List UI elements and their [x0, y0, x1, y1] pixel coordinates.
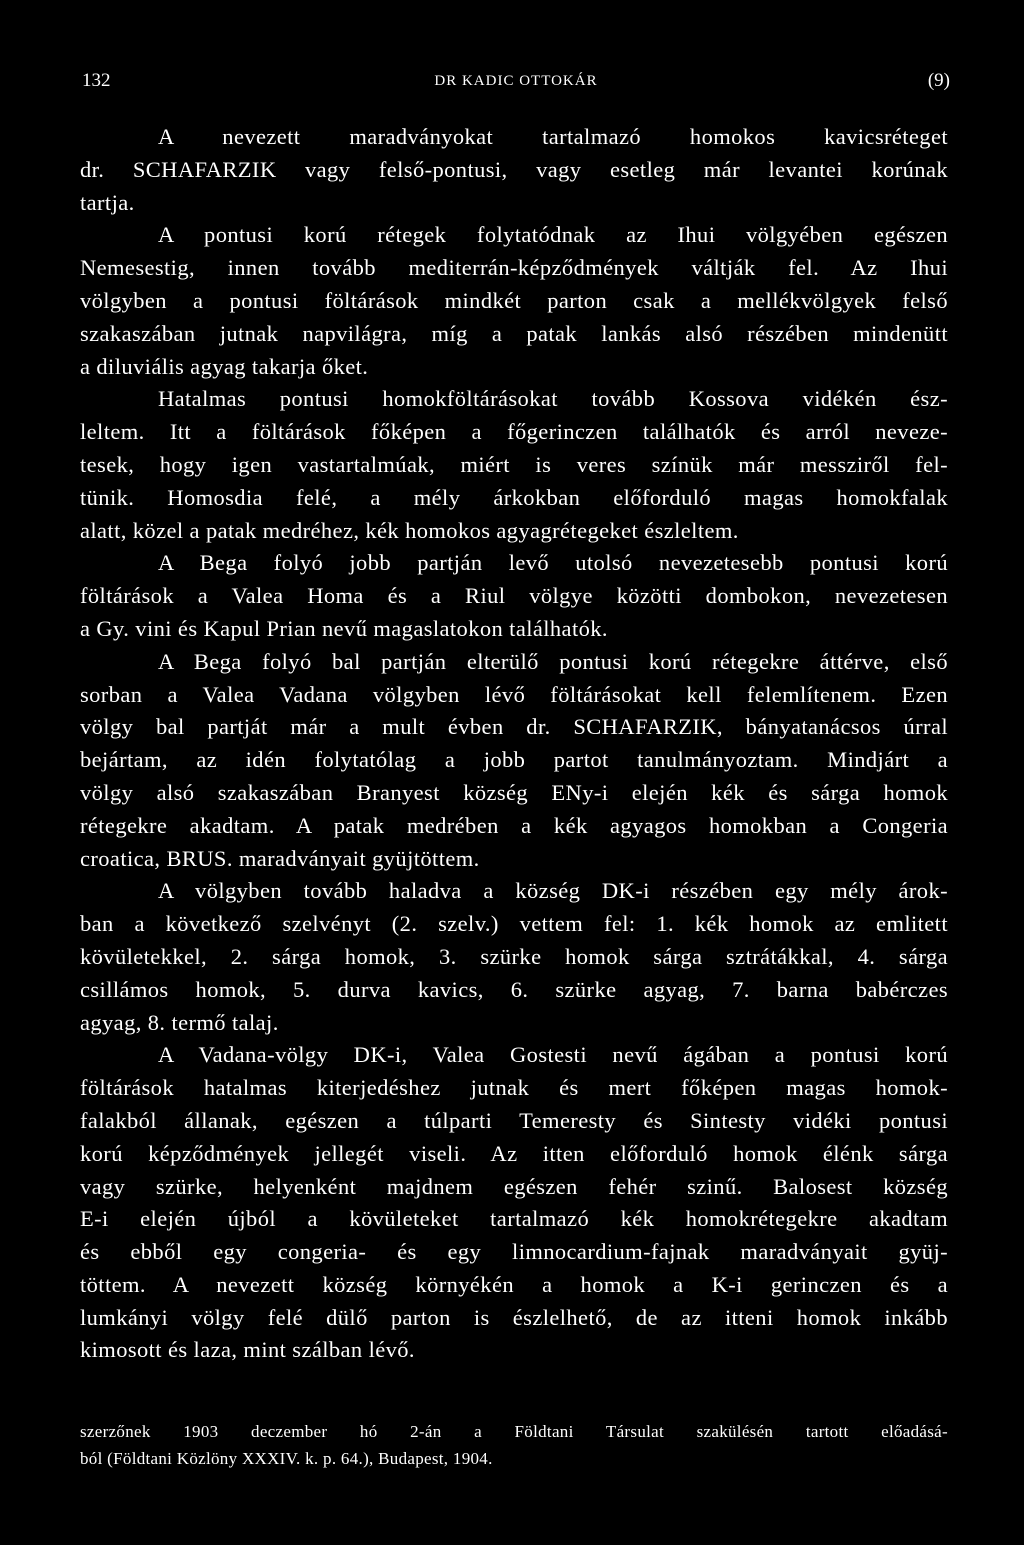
text-line: völgyben a pontusi föltárások mindkét parton csak a mellékvölgyek felső	[80, 287, 948, 313]
running-head	[82, 66, 950, 96]
text-line: A völgyben tovább haladva a község DK-i részében egy mély árok-	[158, 878, 948, 904]
text-line: alatt, közel a patak medréhez, kék homokos agyagrétegeket észleltem.	[80, 517, 739, 543]
text-line: A nevezett maradványokat tartalmazó homokos kavicsréteget	[158, 124, 948, 149]
text-line: Nemesestig, innen tovább mediterrán-képződmények váltják fel. Az Ihui	[80, 255, 948, 281]
text-line: és ebből egy congeria- és egy limnocardium-fajnak maradványait gyüj-	[80, 1239, 948, 1265]
text-line: föltárások a Valea Homa és a Riul völgye közötti dombokon, nevezetesen	[80, 583, 948, 609]
text-line: A Bega folyó bal partján elterülő pontusi korú rétegekre áttérve, első	[158, 648, 948, 674]
section-number: (9)	[927, 70, 950, 91]
footnote-line: szerzőnek 1903 deczember hó 2-án a Földtani Társulat szakülésén tartott előadásá-	[80, 1422, 948, 1441]
text-line: korú képződmények jellegét viseli. Az itten előforduló homok élénk sárga	[80, 1140, 948, 1166]
paragraph	[80, 121, 948, 219]
text-line: A Bega folyó jobb partján levő utolsó nevezetesebb pontusi korú	[158, 550, 948, 576]
text-line: kimosott és laza, mint szálban lévő.	[80, 1337, 415, 1363]
text-line: Hatalmas pontusi homokföltárásokat tovább Kossova vidékén ész-	[158, 386, 948, 412]
paragraph	[80, 383, 948, 547]
text-line: a diluviális agyag takarja őket.	[80, 353, 369, 379]
footnote-line: ból (Földtani Közlöny XXXIV. k. p. 64.), Budapest, 1904.	[80, 1449, 493, 1468]
text-line: szakaszában jutnak napvilágra, míg a patak lankás alsó részében mindenütt	[80, 320, 948, 346]
text-line: tünik. Homosdia felé, a mély árkokban előforduló magas homokfalak	[80, 484, 948, 510]
text-line: croatica, BRUS. maradványait gyüjtöttem.	[80, 845, 480, 871]
page-number: 132	[82, 70, 111, 91]
text-line: kövületekkel, 2. sárga homok, 3. szürke homok sárga sztrátákkal, 4. sárga	[80, 943, 948, 969]
text-line: csillámos homok, 5. durva kavics, 6. szürke agyag, 7. barna babérczes	[80, 976, 948, 1002]
paragraph	[80, 219, 948, 383]
text-line: völgy bal partját már a mult évben dr. SCHAFARZIK, bányatanácsos úrral	[80, 714, 948, 740]
text-line: vagy szürke, helyenként majdnem egészen fehér szinű. Balosest község	[80, 1173, 948, 1199]
text-line: agyag, 8. termő talaj.	[80, 1009, 279, 1035]
text-line: dr. SCHAFARZIK vagy felső-pontusi, vagy esetleg már levantei korúnak	[80, 156, 948, 182]
text-line: lumkányi völgy felé dülő parton is észlelhető, de az itteni homok inkább	[80, 1304, 948, 1330]
paragraph	[80, 646, 948, 876]
text-line: tesek, hogy igen vastartalmúak, miért is veres színük már messziről fel-	[80, 451, 948, 477]
text-line: bejártam, az idén folytatólag a jobb partot tanulmányoztam. Mindjárt a	[80, 747, 948, 773]
text-line: föltárások hatalmas kiterjedéshez jutnak és mert főképen magas homok-	[80, 1075, 948, 1101]
paragraph	[80, 1039, 948, 1367]
text-line: rétegekre akadtam. A patak medrében a kék agyagos homokban a Congeria	[80, 812, 948, 838]
text-line: völgy alsó szakaszában Branyest község ENy-i elején kék és sárga homok	[80, 779, 948, 805]
footnote	[80, 1418, 948, 1472]
text-line: A pontusi korú rétegek folytatódnak az Ihui völgyében egészen	[158, 222, 948, 248]
text-line: leltem. Itt a föltárások főképen a főgerinczen találhatók és arról neveze-	[80, 419, 948, 445]
body-text	[80, 121, 948, 1367]
text-line: A Vadana-völgy DK-i, Valea Gostesti nevű ágában a pontusi korú	[158, 1042, 948, 1068]
text-line: töttem. A nevezett község környékén a homok a K-i gerinczen és a	[80, 1271, 948, 1297]
paragraph	[80, 547, 948, 645]
text-line: sorban a Valea Vadana völgyben lévő föltárásokat kell felemlítenem. Ezen	[80, 681, 948, 707]
text-line: ban a következő szelvényt (2. szelv.) vettem fel: 1. kék homok az emlitett	[80, 911, 948, 937]
running-head-author: DR KADIC OTTOKÁR	[434, 73, 598, 89]
text-line: tartja.	[80, 189, 135, 215]
text-line: falakból állanak, egészen a túlparti Temeresty és Sintesty vidéki pontusi	[80, 1107, 948, 1133]
paragraph	[80, 875, 948, 1039]
text-line: E-i elején újból a kövületeket tartalmazó kék homokrétegekre akadtam	[80, 1206, 948, 1232]
text-line: a Gy. vini és Kapul Prian nevű magaslatokon találhatók.	[80, 615, 608, 641]
